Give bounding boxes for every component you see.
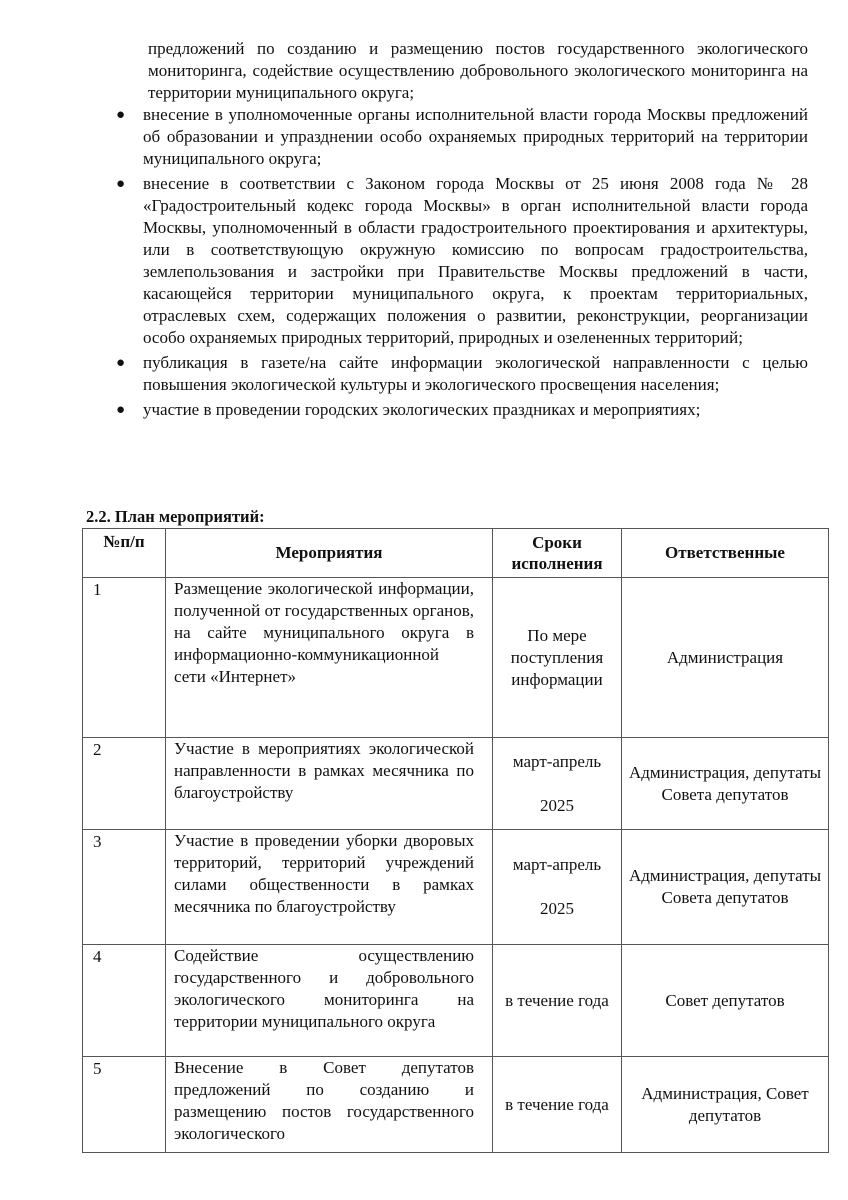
row-term-line2: 2025: [540, 899, 574, 918]
row-resp: Администрация, депутаты Совета депутатов: [622, 830, 829, 945]
bullet-icon: ●: [116, 402, 126, 418]
bullet-item: [0, 399, 808, 421]
header-term: Сроки исполнения: [493, 529, 622, 578]
row-event: [166, 578, 493, 738]
row-event: [166, 738, 493, 830]
bullet-icon: ●: [116, 107, 126, 123]
table-row: [83, 830, 829, 945]
row-event-text: Внесение в Совет депутатов предложений по созданию и размещению постов государственного экологического: [174, 1058, 474, 1143]
row-num: 3: [83, 830, 166, 945]
continuation-text: предложений по созданию и размещению постов государственного экологического мониторинга, содействие осуществлению добровольного экологического мониторинга на территории муниципального округа;: [148, 39, 808, 102]
table-row: [83, 578, 829, 738]
row-event: [166, 830, 493, 945]
row-num: 1: [83, 578, 166, 738]
row-num: 2: [83, 738, 166, 830]
row-term: По мере поступления информации: [493, 578, 622, 738]
row-resp: Администрация: [622, 578, 829, 738]
bullet-item: [0, 352, 808, 396]
row-event: [166, 1057, 493, 1153]
row-resp: Совет депутатов: [622, 945, 829, 1057]
continuation-paragraph: [148, 38, 808, 104]
bullet-list: [0, 104, 808, 424]
row-event-text: Участие в проведении уборки дворовых территорий, территорий учреждений силами общественности в рамках месячника по благоустройству: [174, 831, 474, 916]
row-term-line1: март-апрель: [512, 751, 602, 771]
bullet-text: публикация в газете/на сайте информации экологической направленности с целью повышения экологической культуры и экологического просвещения населения;: [143, 353, 808, 394]
row-event: [166, 945, 493, 1057]
row-event-text: Размещение экологической информации, полученной от государственных органов, на сайте муниципального округа в информационно-коммуникационной сети «Интернет»: [174, 579, 474, 686]
row-term-line1: март-апрель: [512, 855, 602, 874]
bullet-text: внесение в соответствии с Законом города Москвы от 25 июня 2008 года № 28 «Градостроительный кодекс города Москвы» в орган исполнительной власти города Москвы, уполномоченный в области градостроительного проектирования и архитектуры, или в соответствующую окружную комиссию по вопросам градостроительства, землепользования и застройки при Правительстве Москвы предложений в части, касающейся территории муниципального округа, к проектам территориальных, отраслевых схем, содержащих положения о развитии, реконструкции, реорганизации особо охраняемых природных территорий, природных и озелененных территорий;: [143, 174, 808, 347]
row-term-line2: 2025: [540, 795, 574, 815]
section-title: 2.2. План мероприятий:: [86, 507, 265, 526]
bullet-text: внесение в уполномоченные органы исполнительной власти города Москвы предложений об образовании и упразднении особо охраняемых природных территорий на территории муниципального округа;: [143, 105, 808, 168]
table-row: [83, 1057, 829, 1153]
row-resp: Администрация, депутаты Совета депутатов: [622, 738, 829, 830]
table-row: [83, 738, 829, 830]
bullet-icon: ●: [116, 176, 126, 192]
bullet-item: [0, 173, 808, 349]
table-header-row: [83, 529, 829, 578]
bullet-text: участие в проведении городских экологических праздниках и мероприятиях;: [143, 400, 701, 419]
header-num: №п/п: [83, 529, 166, 578]
row-term: в течение года: [493, 1057, 622, 1153]
plan-table: [82, 528, 829, 1153]
bullet-icon: ●: [116, 355, 126, 371]
header-resp: Ответственные: [622, 529, 829, 578]
row-resp: Администрация, Совет депутатов: [622, 1057, 829, 1153]
row-term: в течение года: [493, 945, 622, 1057]
row-num: 5: [83, 1057, 166, 1153]
row-term-gap: [499, 876, 615, 898]
row-term: [493, 738, 622, 830]
row-term: [493, 830, 622, 945]
row-event-text: Участие в мероприятиях экологической направленности в рамках месячника по благоустройству: [174, 739, 474, 802]
table-row: [83, 945, 829, 1057]
header-event: Мероприятия: [166, 529, 493, 578]
row-event-text: Содействие осуществлению государственного и добровольного экологического мониторинга на территории муниципального округа: [174, 946, 474, 1031]
row-num: 4: [83, 945, 166, 1057]
row-term-gap: [499, 773, 615, 795]
bullet-item: [0, 104, 808, 170]
